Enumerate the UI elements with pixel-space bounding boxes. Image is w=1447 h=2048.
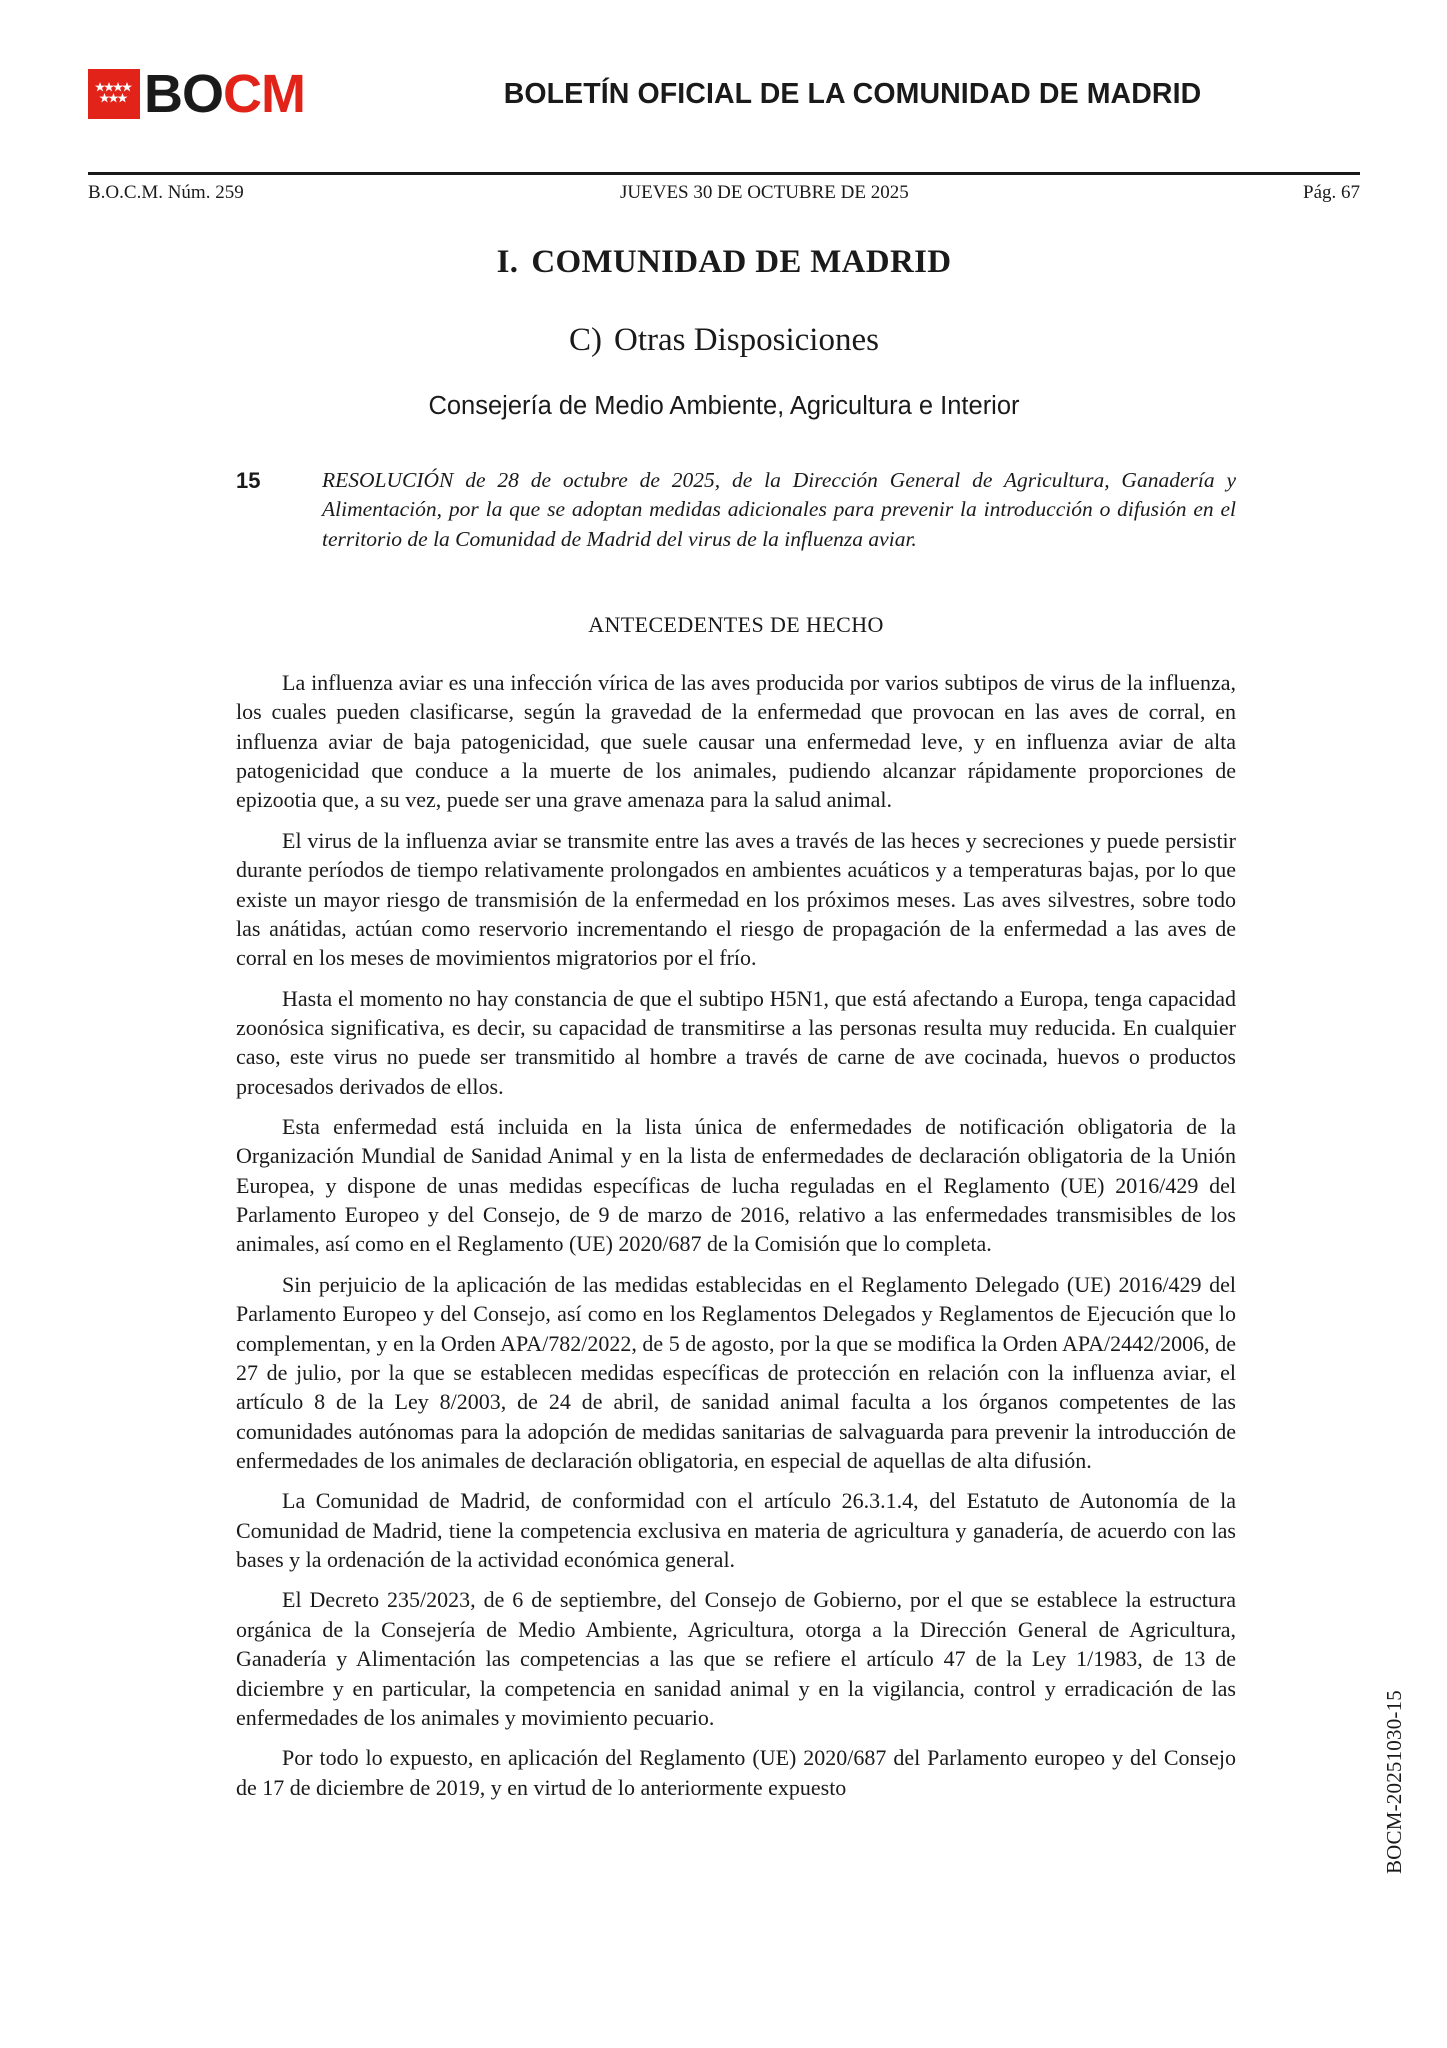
- body-paragraph: El virus de la influenza aviar se transmite entre las aves a través de las heces y secreciones y puede persistir durante períodos de tiempo relativamente prolongados en ambientes acuáticos y a temperaturas bajas, por lo que existe un mayor riesgo de transmisión de la enfermedad en los próximos meses. Las aves silvestres, sobre todo las anátidas, actúan como reservorio incrementando el riesgo de propagación de la enfermedad a las aves de corral en los meses de movimientos migratorios por el frío.: [236, 827, 1236, 971]
- body-text-column: [236, 668, 1236, 1802]
- section-title-numeral: I.: [496, 244, 519, 280]
- folio-issue-number: B.O.C.M. Núm. 259: [88, 182, 244, 203]
- folio-date: JUEVES 30 DE OCTUBRE DE 2025: [620, 182, 909, 203]
- body-paragraph: Sin perjuicio de la aplicación de las medidas establecidas en el Reglamento Delegado (UE) 2016/429 del Parlamento Europeo y del Consejo, así como en los Reglamentos Delegados y Reglamentos de Ejecución que lo complementan, y en la Orden APA/782/2022, de 5 de agosto, por la que se modifica la Orden APA/2442/2006, de 27 de julio, por la que se establecen medidas específicas de protección en relación con la influenza aviar, el artículo 8 de la Ley 8/2003, de 24 de abril, de sanidad animal faculta a los órganos competentes de las comunidades autónomas para la adopción de medidas sanitarias de salvaguarda para prevenir la introducción de enfermedades de los animales de declaración obligatoria, en especial de aquellas de alta difusión.: [236, 1271, 1236, 1473]
- bulletin-title: BOLETÍN OFICIAL DE LA COMUNIDAD DE MADRID: [503, 77, 1202, 110]
- bocm-wordmark-dark: BO: [144, 64, 223, 124]
- section-title-community: [88, 244, 1360, 281]
- bocm-wordmark: [144, 64, 305, 124]
- subsection-title-letter: C): [569, 322, 603, 358]
- document-identifier-vertical: BOCM-20251030-15: [1382, 1690, 1406, 1875]
- body-paragraph: La influenza aviar es una infección vírica de las aves producida por varios subtipos de virus de la influenza, los cuales pueden clasificarse, según la gravedad de la enfermedad que provocan en las aves de corral, en influenza aviar de baja patogenicidad, que suele causar una enfermedad leve, y en influenza aviar de alta patogenicidad que conduce a la muerte de los animales, pudiendo alcanzar rápidamente proporciones de epizootia que, a su vez, puede ser una grave amenaza para la salud animal.: [236, 670, 1236, 813]
- bocm-logo: [88, 64, 305, 124]
- section-title-text: COMUNIDAD DE MADRID: [531, 244, 952, 280]
- folio-page-number: Pág. 67: [1303, 182, 1360, 203]
- bocm-wordmark-red: CM: [223, 64, 305, 124]
- body-paragraph: La Comunidad de Madrid, de conformidad con el artículo 26.3.1.4, del Estatuto de Autonomía de la Comunidad de Madrid, tiene la competencia exclusiva en materia de agricultura y ganadería, de acuerdo con las bases y la ordenación de la actividad económica general.: [236, 1488, 1236, 1573]
- entry-number: 15: [236, 468, 261, 493]
- subsection-title-other-dispositions: [88, 322, 1360, 359]
- issuing-department: Consejería de Medio Ambiente, Agricultura e Interior: [428, 392, 1020, 420]
- entry-summary: RESOLUCIÓN de 28 de octubre de 2025, de la Dirección General de Agricultura, Ganadería y Alimentación, por la que se adoptan medidas adicionales para prevenir la introducción o difusión en el territorio de la Comunidad de Madrid del virus de la influenza aviar.: [322, 468, 1236, 551]
- body-paragraph: Por todo lo expuesto, en aplicación del Reglamento (UE) 2020/687 del Parlamento europeo y del Consejo de 17 de diciembre de 2019, y en virtud de lo anteriormente expuesto: [236, 1745, 1236, 1800]
- folio-line: [88, 180, 1360, 206]
- antecedentes-heading: ANTECEDENTES DE HECHO: [588, 612, 884, 637]
- subsection-title-text: Otras Disposiciones: [614, 322, 879, 358]
- madrid-coat-of-arms-icon: [88, 69, 140, 119]
- body-paragraph: Esta enfermedad está incluida en la lista única de enfermedades de notificación obligatoria de la Organización Mundial de Sanidad Animal y en la lista de enfermedades de declaración obligatoria de la Unión Europea, y dispone de unas medidas específicas de lucha reguladas en el Reglamento (UE) 2016/429 del Parlamento Europeo y del Consejo, de 9 de marzo de 2016, relativo a las enfermedades transmisibles de los animales, así como en el Reglamento (UE) 2020/687 de la Comisión que lo completa.: [236, 1114, 1236, 1257]
- body-paragraph: Hasta el momento no hay constancia de que el subtipo H5N1, que está afectando a Europa, tenga capacidad zoonósica significativa, es decir, su capacidad de transmitirse a las personas resulta muy reducida. En cualquier caso, este virus no puede ser transmitido al hombre a través de carne de ave cocinada, huevos o productos procesados derivados de ellos.: [236, 985, 1236, 1099]
- masthead: [88, 58, 1360, 130]
- body-paragraph: El Decreto 235/2023, de 6 de septiembre, del Consejo de Gobierno, por el que se establece la estructura orgánica de la Consejería de Medio Ambiente, Agricultura, otorga a la Dirección General de Agricultura, Ganadería y Alimentación las competencias a las que se refiere el artículo 47 de la Ley 1/1983, de 13 de diciembre y en particular, la competencia en sanidad animal y en la vigilancia, control y erradicación de las enfermedades de los animales y movimiento pecuario.: [236, 1587, 1236, 1730]
- resolution-entry: [236, 466, 1236, 554]
- header-rule: [88, 172, 1360, 175]
